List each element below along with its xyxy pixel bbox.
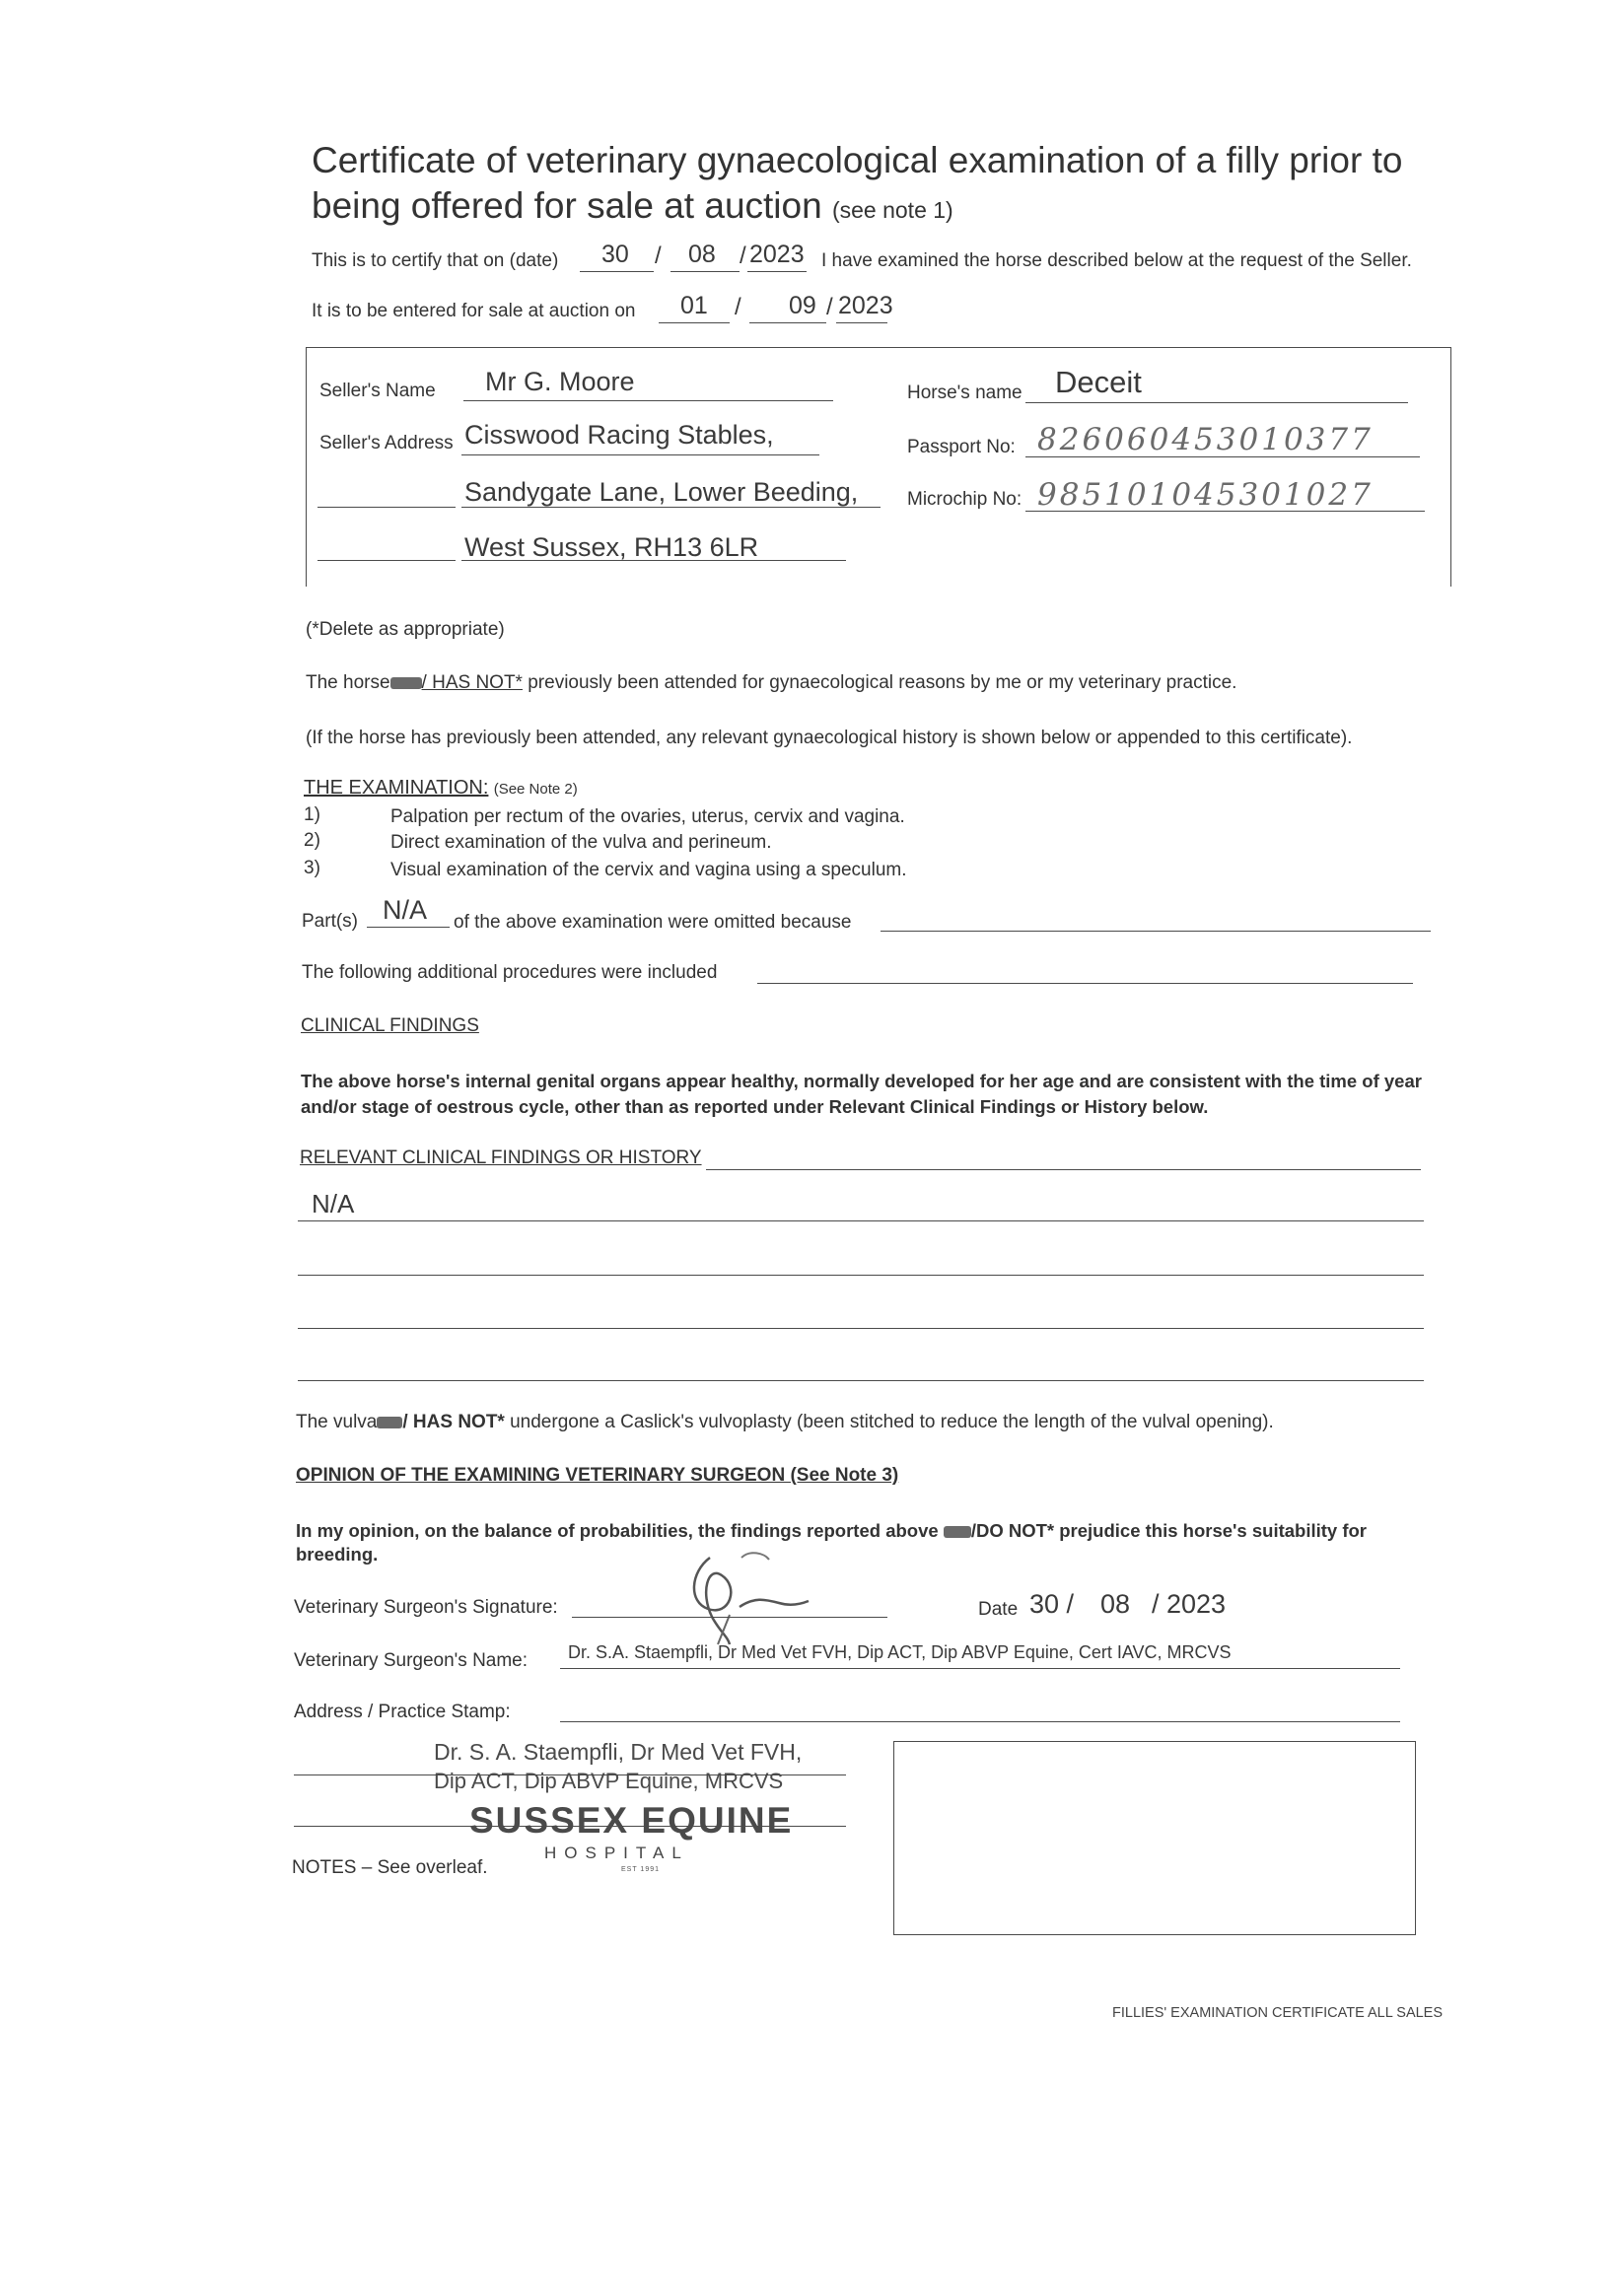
signature-label: Veterinary Surgeon's Signature: <box>294 1597 558 1618</box>
relevant-heading: RELEVANT CLINICAL FINDINGS OR HISTORY <box>300 1148 702 1168</box>
vulva-prefix: The vulva <box>296 1412 378 1432</box>
stamp-box <box>893 1741 1416 1935</box>
opinion-line-2: breeding. <box>296 1544 379 1565</box>
address-line-3-rule <box>461 560 846 561</box>
relevant-line-4 <box>298 1380 1424 1381</box>
address-line-1-rule <box>461 454 819 455</box>
notes-text: NOTES – See overleaf. <box>292 1857 488 1878</box>
date-slash: / <box>740 243 746 269</box>
exam-item-text: Visual examination of the cervix and vagina using a speculum. <box>390 860 907 880</box>
surgeon-name-label: Veterinary Surgeon's Name: <box>294 1650 529 1671</box>
exam-month: 08 <box>688 241 716 268</box>
auction-month-line <box>749 322 826 323</box>
exam-year-line <box>747 271 807 272</box>
relevant-value: N/A <box>312 1189 355 1218</box>
auction-year-line <box>836 322 887 323</box>
certificate-title <box>312 138 1402 233</box>
date-slash: / <box>826 294 833 320</box>
clinical-text-line-2: and/or stage of oestrous cycle, other than as reported under Relevant Clinical Findings or History below. <box>301 1096 1209 1117</box>
title-line-1: Certificate of veterinary gynaecological examination of a filly prior to <box>312 140 1403 180</box>
title-note: (see note 1) <box>831 197 953 223</box>
vulva-line <box>296 1412 1274 1433</box>
parts-value-line <box>367 927 450 928</box>
handwritten-signature <box>670 1538 848 1656</box>
passport-no: 826060453010377 <box>1037 422 1374 457</box>
microchip-label: Microchip No: <box>907 489 1023 510</box>
relevant-line-1 <box>298 1220 1424 1221</box>
signature-line <box>572 1617 887 1618</box>
attended-prefix: The horse <box>306 672 390 693</box>
stamp-brand: SUSSEX EQUINE <box>469 1800 794 1841</box>
parts-value: N/A <box>383 895 428 925</box>
certify-prefix: This is to certify that on (date) <box>312 250 559 271</box>
exam-day: 30 <box>601 241 629 268</box>
attended-suffix: previously been attended for gynaecological reasons by me or my veterinary practice. <box>528 672 1237 693</box>
relevant-heading-line <box>706 1169 1421 1170</box>
date-slash: / <box>735 294 741 320</box>
delete-note: (*Delete as appropriate) <box>306 619 505 640</box>
additional-line <box>757 983 1413 984</box>
surgeon-name-line <box>560 1668 1400 1669</box>
stamp-line-2: Dip ACT, Dip ABVP Equine, MRCVS <box>434 1769 784 1793</box>
microchip-line <box>1025 511 1425 512</box>
exam-heading-wrap <box>304 777 578 800</box>
opinion-text-b: /DO NOT* prejudice this horse's suitability for <box>970 1520 1368 1541</box>
address-line-1: Cisswood Racing Stables, <box>464 420 774 450</box>
stamp-sub: HOSPITAL <box>544 1844 689 1862</box>
date-label: Date <box>978 1599 1019 1620</box>
attended-status: / HAS NOT* <box>421 672 523 693</box>
struck-option <box>944 1526 971 1538</box>
horse-name-line <box>1025 402 1408 403</box>
practice-stamp-line <box>560 1721 1400 1722</box>
auction-year: 2023 <box>838 292 893 319</box>
exam-heading: THE EXAMINATION: <box>304 777 489 799</box>
vulva-suffix: undergone a Caslick's vulvoplasty (been stitched to reduce the length of the vulval opening). <box>510 1412 1274 1432</box>
auction-day: 01 <box>680 292 708 319</box>
seller-address-label: Seller's Address <box>319 433 454 453</box>
attended-line <box>306 672 1236 694</box>
horse-name-label: Horse's name <box>907 383 1023 403</box>
history-note: (If the horse has previously been attended, any relevant gynaecological history is shown below or appended to this certificate). <box>306 728 1353 748</box>
microchip-no: 985101045301027 <box>1037 477 1374 513</box>
relevant-line-2 <box>298 1275 1424 1276</box>
struck-option <box>390 677 422 689</box>
passport-line <box>1025 456 1420 457</box>
surgeon-name: Dr. S.A. Staempfli, Dr Med Vet FVH, Dip ACT, Dip ABVP Equine, Cert IAVC, MRCVS <box>568 1642 1232 1662</box>
exam-item-text: Direct examination of the vulva and perineum. <box>390 832 772 853</box>
address-line-3-lead <box>317 560 456 561</box>
opinion-heading: OPINION OF THE EXAMINING VETERINARY SURGEON (See Note 3) <box>296 1465 899 1486</box>
additional-label: The following additional procedures were included <box>302 962 718 983</box>
exam-month-line <box>670 271 740 272</box>
date-slash: / <box>655 243 662 269</box>
sig-date-year: / 2023 <box>1152 1589 1227 1619</box>
exam-heading-note: (See Note 2) <box>493 781 578 798</box>
opinion-text-a: In my opinion, on the balance of probabilities, the findings reported above <box>296 1520 939 1541</box>
clinical-text-line-1: The above horse's internal genital organs appear healthy, normally developed for her age and are consistent with the time of year <box>301 1071 1422 1091</box>
seller-name-label: Seller's Name <box>319 381 436 401</box>
seller-name-line <box>463 400 833 401</box>
clinical-heading: CLINICAL FINDINGS <box>301 1015 479 1036</box>
auction-day-line <box>659 322 730 323</box>
horse-name: Deceit <box>1055 365 1142 399</box>
seller-name: Mr G. Moore <box>485 367 635 396</box>
relevant-line-3 <box>298 1328 1424 1329</box>
address-line-2-lead <box>317 507 456 508</box>
address-line-3: West Sussex, RH13 6LR <box>464 532 759 562</box>
stamp-tiny: EST 1991 <box>621 1866 661 1873</box>
title-line-2: being offered for sale at auction <box>312 185 822 226</box>
auction-prefix: It is to be entered for sale at auction on <box>312 301 636 321</box>
exam-day-line <box>580 271 654 272</box>
struck-option <box>377 1417 402 1428</box>
exam-item-num: 2) <box>304 830 320 851</box>
certify-suffix: I have examined the horse described below at the request of the Seller. <box>821 250 1412 271</box>
form-id: FILLIES' EXAMINATION CERTIFICATE ALL SALES <box>1112 2005 1444 2021</box>
practice-stamp-label: Address / Practice Stamp: <box>294 1702 511 1722</box>
address-line-2-rule <box>461 507 881 508</box>
auction-month: 09 <box>789 292 816 319</box>
address-line-2: Sandygate Lane, Lower Beeding, <box>464 477 859 507</box>
exam-item-num: 1) <box>304 804 320 825</box>
exam-year: 2023 <box>749 241 805 268</box>
stamp-line-1: Dr. S. A. Staempfli, Dr Med Vet FVH, <box>434 1739 803 1765</box>
passport-label: Passport No: <box>907 437 1016 457</box>
vulva-status: / HAS NOT* <box>402 1412 505 1432</box>
parts-label: Part(s) <box>302 911 358 932</box>
exam-item-num: 3) <box>304 858 320 878</box>
parts-suffix: of the above examination were omitted because <box>454 912 852 933</box>
sig-date-day: 30 / <box>1029 1589 1075 1619</box>
title-line-2-wrap <box>312 183 1402 233</box>
sig-date-month: 08 <box>1100 1589 1131 1619</box>
parts-reason-line <box>881 931 1431 932</box>
exam-item-text: Palpation per rectum of the ovaries, uterus, cervix and vagina. <box>390 806 905 827</box>
